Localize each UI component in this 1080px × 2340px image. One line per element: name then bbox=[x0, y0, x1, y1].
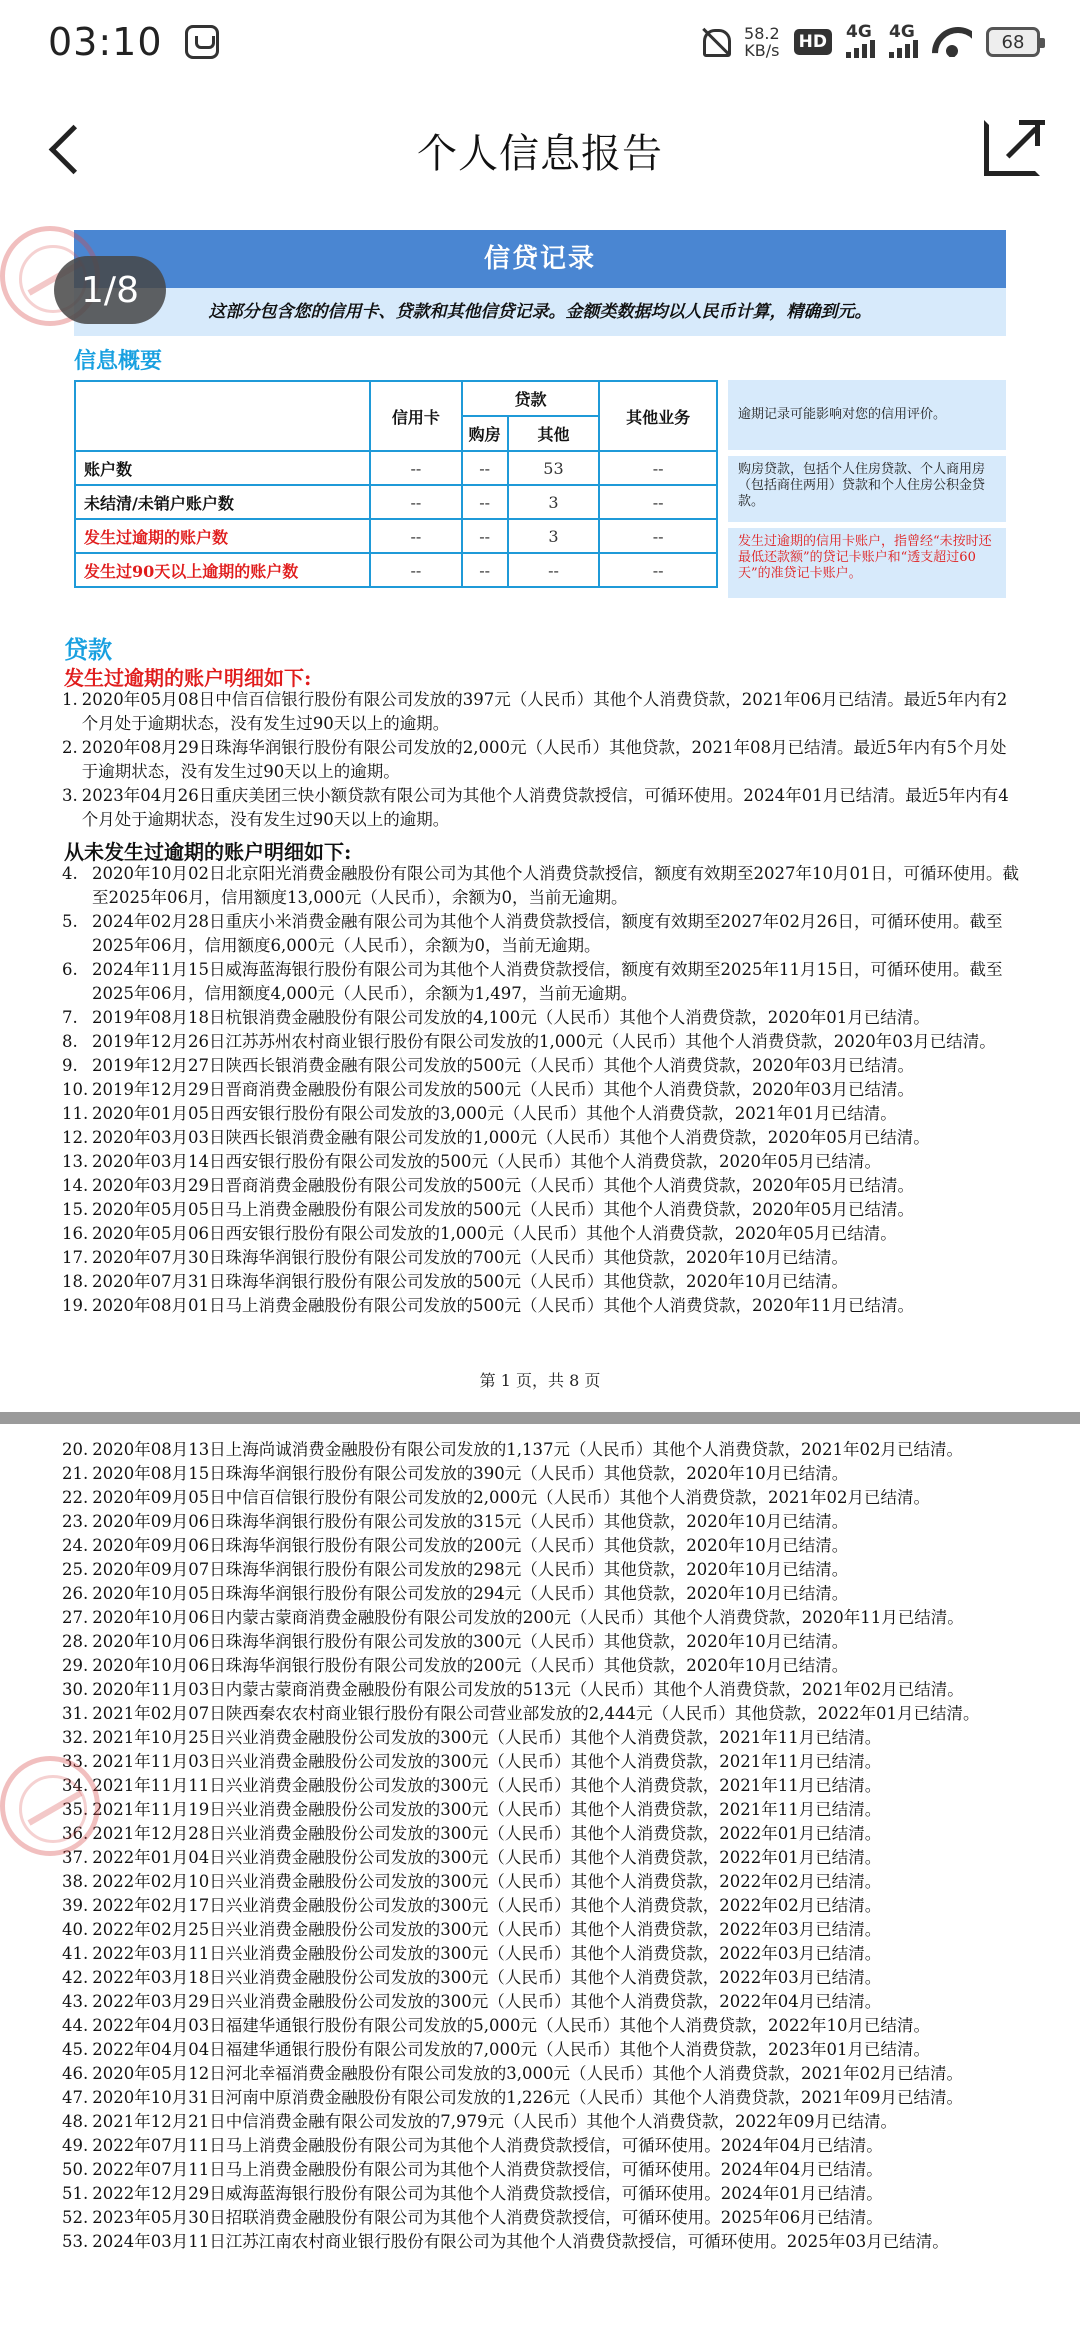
item-text: 2020年09月05日中信百信银行股份有限公司发放的2,000元（人民币）其他个人消费贷款，2021年02月已结清。 bbox=[92, 1488, 930, 1507]
cell-other: 3 bbox=[508, 485, 600, 519]
list-item bbox=[62, 2134, 1022, 2158]
item-text: 2020年08月15日珠海华润银行股份有限公司发放的390元（人民币）其他贷款，2020年10月已结清。 bbox=[92, 1464, 849, 1483]
item-number: 44. bbox=[62, 2016, 89, 2035]
item-number: 40. bbox=[62, 1920, 89, 1939]
item-text: 2019年12月27日陕西长银消费金融有限公司发放的500元（人民币）其他个人消费贷款，2020年03月已结清。 bbox=[92, 1056, 914, 1075]
list-item bbox=[62, 1078, 1022, 1102]
cell-housing: -- bbox=[462, 553, 508, 587]
item-text: 2020年10月02日北京阳光消费金融股份有限公司为其他个人消费贷款授信，额度有效期至2027年10月01日，可循环使用。截至2025年06月，信用额度13,000元（人民币），余额为0，当前无逾期。 bbox=[92, 864, 1019, 907]
cell-housing: -- bbox=[462, 485, 508, 519]
item-text: 2022年03月11日兴业消费金融股份公司发放的300元（人民币）其他个人消费贷款，2022年03月已结清。 bbox=[92, 1944, 882, 1963]
list-item bbox=[62, 1942, 1022, 1966]
item-number: 33. bbox=[62, 1752, 89, 1771]
status-time: 03:10 bbox=[48, 20, 163, 64]
item-number: 22. bbox=[62, 1488, 89, 1507]
item-number: 18. bbox=[62, 1272, 89, 1291]
item-number: 21. bbox=[62, 1464, 89, 1483]
list-item bbox=[62, 2230, 1022, 2254]
item-number: 16. bbox=[62, 1224, 89, 1243]
item-number: 39. bbox=[62, 1896, 89, 1915]
item-text: 2022年01月04日兴业消费金融股份公司发放的300元（人民币）其他个人消费贷款，2022年01月已结清。 bbox=[92, 1848, 882, 1867]
item-number: 19. bbox=[62, 1296, 89, 1315]
list-item bbox=[62, 1246, 1022, 1270]
cell-other: -- bbox=[508, 553, 600, 587]
item-number: 36. bbox=[62, 1824, 89, 1843]
overview-note-housing: 购房贷款，包括个人住房贷款、个人商用房（包括商住两用）贷款和个人住房公积金贷款。 bbox=[728, 456, 1006, 522]
header-loan: 贷款 bbox=[462, 381, 600, 416]
item-number: 47. bbox=[62, 2088, 89, 2107]
item-text: 2020年03月14日西安银行股份有限公司发放的500元（人民币）其他个人消费贷款，2020年05月已结清。 bbox=[92, 1152, 881, 1171]
item-text: 2020年05月06日西安银行股份有限公司发放的1,000元（人民币）其他个人消费贷款，2020年05月已结清。 bbox=[92, 1224, 897, 1243]
section-title: 信贷记录 bbox=[74, 230, 1006, 288]
overview-note-credit-card: 发生过逾期的信用卡账户，指曾经“未按时还最低还款额”的贷记卡账户和“透支超过60天”的准贷记卡账户。 bbox=[728, 528, 1006, 598]
item-number: 38. bbox=[62, 1872, 89, 1891]
list-item bbox=[62, 1894, 1022, 1918]
list-item bbox=[62, 1750, 1022, 1774]
network-speed-unit: KB/s bbox=[744, 41, 780, 60]
item-number: 17. bbox=[62, 1248, 89, 1267]
table-row bbox=[75, 553, 717, 587]
item-number: 32. bbox=[62, 1728, 89, 1747]
list-item bbox=[62, 1798, 1022, 1822]
overview-title: 信息概要 bbox=[74, 348, 163, 374]
item-number: 5. bbox=[62, 912, 78, 931]
item-number: 8. bbox=[62, 1032, 78, 1051]
item-text: 2020年05月12日河北幸福消费金融股份有限公司发放的3,000元（人民币）其他个人消费贷款，2021年02月已结清。 bbox=[92, 2064, 963, 2083]
item-number: 26. bbox=[62, 1584, 89, 1603]
normal-account-list bbox=[62, 862, 1022, 1318]
cell-housing: -- bbox=[462, 451, 508, 485]
row-label: 发生过逾期的账户数 bbox=[75, 519, 370, 553]
item-text: 2022年12月29日威海蓝海银行股份有限公司为其他个人消费贷款授信，可循环使用。2024年01月已结清。 bbox=[92, 2184, 883, 2203]
item-number: 3. bbox=[62, 786, 78, 805]
cell-other-business: -- bbox=[599, 519, 717, 553]
item-text: 2021年11月19日兴业消费金融股份公司发放的300元（人民币）其他个人消费贷款，2021年11月已结清。 bbox=[92, 1800, 882, 1819]
list-item bbox=[62, 958, 1022, 1006]
table-row bbox=[75, 451, 717, 485]
cell-other: 53 bbox=[508, 451, 600, 485]
list-item bbox=[62, 736, 1022, 784]
item-number: 4. bbox=[62, 864, 78, 883]
item-number: 27. bbox=[62, 1608, 89, 1627]
list-item bbox=[62, 784, 1022, 832]
header-credit-card: 信用卡 bbox=[370, 381, 462, 451]
list-item bbox=[62, 1870, 1022, 1894]
item-text: 2020年08月01日马上消费金融股份有限公司发放的500元（人民币）其他个人消费贷款，2020年11月已结清。 bbox=[92, 1296, 914, 1315]
cell-credit-card: -- bbox=[370, 485, 462, 519]
item-text: 2020年07月30日珠海华润银行股份有限公司发放的700元（人民币）其他贷款，2020年10月已结清。 bbox=[92, 1248, 848, 1267]
cell-other-business: -- bbox=[599, 485, 717, 519]
item-number: 13. bbox=[62, 1152, 89, 1171]
overdue-accounts-title: 发生过逾期的账户明细如下: bbox=[64, 666, 312, 690]
page-indicator: 1/8 bbox=[54, 256, 166, 324]
list-item bbox=[62, 862, 1022, 910]
list-item bbox=[62, 1462, 1022, 1486]
list-item bbox=[62, 1822, 1022, 1846]
item-text: 2020年08月13日上海尚诚消费金融股份有限公司发放的1,137元（人民币）其他个人消费贷款，2021年02月已结清。 bbox=[92, 1440, 963, 1459]
item-text: 2023年04月26日重庆美团三快小额贷款有限公司为其他个人消费贷款授信，可循环使用。2024年01月已结清。最近5年内有4个月处于逾期状态，没有发生过90天以上的逾期。 bbox=[81, 786, 1009, 829]
item-number: 52. bbox=[62, 2208, 89, 2227]
item-text: 2022年02月10日兴业消费金融股份公司发放的300元（人民币）其他个人消费贷款，2022年02月已结清。 bbox=[92, 1872, 882, 1891]
app-notification-icon bbox=[185, 25, 219, 59]
hd-voice-icon: HD bbox=[794, 29, 832, 55]
item-text: 2022年03月18日兴业消费金融股份公司发放的300元（人民币）其他个人消费贷款，2022年03月已结清。 bbox=[92, 1968, 882, 1987]
item-text: 2019年12月29日晋商消费金融股份有限公司发放的500元（人民币）其他个人消费贷款，2020年03月已结清。 bbox=[92, 1080, 914, 1099]
list-item bbox=[62, 1222, 1022, 1246]
list-item bbox=[62, 1150, 1022, 1174]
list-item bbox=[62, 910, 1022, 958]
signal-icon-2 bbox=[889, 22, 918, 58]
list-item bbox=[62, 1702, 1022, 1726]
watermark-seal-icon bbox=[0, 1756, 100, 1856]
item-text: 2020年09月06日珠海华润银行股份有限公司发放的200元（人民币）其他贷款，2020年10月已结清。 bbox=[92, 1536, 849, 1555]
list-item bbox=[62, 1630, 1022, 1654]
item-text: 2020年09月07日珠海华润银行股份有限公司发放的298元（人民币）其他贷款，2020年10月已结清。 bbox=[92, 1560, 849, 1579]
list-item bbox=[62, 1006, 1022, 1030]
list-item bbox=[62, 1558, 1022, 1582]
item-number: 30. bbox=[62, 1680, 89, 1699]
item-text: 2022年03月29日兴业消费金融股份公司发放的300元（人民币）其他个人消费贷款，2022年04月已结清。 bbox=[92, 1992, 882, 2011]
list-item bbox=[62, 1654, 1022, 1678]
item-number: 15. bbox=[62, 1200, 89, 1219]
item-text: 2020年10月06日内蒙古蒙商消费金融股份有限公司发放的200元（人民币）其他个人消费贷款，2020年11月已结清。 bbox=[92, 1608, 964, 1627]
item-text: 2020年10月06日珠海华润银行股份有限公司发放的200元（人民币）其他贷款，2020年10月已结清。 bbox=[92, 1656, 849, 1675]
item-text: 2023年05月30日招联消费金融股份有限公司为其他个人消费贷款授信，可循环使用。2025年06月已结清。 bbox=[92, 2208, 883, 2227]
network-speed-value: 58.2 bbox=[744, 24, 780, 43]
list-item bbox=[62, 2014, 1022, 2038]
page2-account-list bbox=[62, 1438, 1022, 2254]
network-type-label: 4G bbox=[846, 22, 872, 42]
item-number: 25. bbox=[62, 1560, 89, 1579]
item-number: 20. bbox=[62, 1440, 89, 1459]
overview-header-blank bbox=[75, 381, 370, 451]
item-number: 46. bbox=[62, 2064, 89, 2083]
cell-other-business: -- bbox=[599, 553, 717, 587]
item-text: 2021年12月28日兴业消费金融股份公司发放的300元（人民币）其他个人消费贷款，2022年01月已结清。 bbox=[92, 1824, 882, 1843]
item-number: 14. bbox=[62, 1176, 89, 1195]
item-text: 2020年10月05日珠海华润银行股份有限公司发放的294元（人民币）其他贷款，2020年10月已结清。 bbox=[92, 1584, 849, 1603]
battery-level: 68 bbox=[1001, 31, 1025, 53]
item-text: 2020年03月03日陕西长银消费金融有限公司发放的1,000元（人民币）其他个人消费贷款，2020年05月已结清。 bbox=[92, 1128, 930, 1147]
cell-credit-card: -- bbox=[370, 519, 462, 553]
header-other: 其他 bbox=[508, 416, 600, 451]
item-number: 42. bbox=[62, 1968, 89, 1987]
item-number: 28. bbox=[62, 1632, 89, 1651]
wifi-icon bbox=[932, 27, 972, 57]
item-number: 9. bbox=[62, 1056, 78, 1075]
row-label: 未结清/未销户账户数 bbox=[75, 485, 370, 519]
item-number: 50. bbox=[62, 2160, 89, 2179]
list-item bbox=[62, 1198, 1022, 1222]
item-number: 23. bbox=[62, 1512, 89, 1531]
item-number: 31. bbox=[62, 1704, 89, 1723]
list-item bbox=[62, 1126, 1022, 1150]
item-text: 2022年07月11日马上消费金融股份有限公司为其他个人消费贷款授信，可循环使用。2024年04月已结清。 bbox=[92, 2136, 883, 2155]
report-page-2 bbox=[0, 1424, 1080, 2340]
list-item bbox=[62, 1846, 1022, 1870]
item-text: 2020年01月05日西安银行股份有限公司发放的3,000元（人民币）其他个人消费贷款，2021年01月已结清。 bbox=[92, 1104, 897, 1123]
table-row bbox=[75, 485, 717, 519]
item-number: 1. bbox=[62, 690, 78, 709]
item-number: 12. bbox=[62, 1128, 89, 1147]
header-other-business: 其他业务 bbox=[599, 381, 717, 451]
list-item bbox=[62, 1438, 1022, 1462]
list-item bbox=[62, 1030, 1022, 1054]
item-number: 43. bbox=[62, 1992, 89, 2011]
list-item bbox=[62, 1486, 1022, 1510]
section-subtitle: 这部分包含您的信用卡、贷款和其他信贷记录。金额类数据均以人民币计算，精确到元。 bbox=[74, 288, 1006, 336]
item-number: 37. bbox=[62, 1848, 89, 1867]
item-number: 53. bbox=[62, 2232, 89, 2251]
page-footer: 第 1 页，共 8 页 bbox=[479, 1371, 601, 1390]
list-item bbox=[62, 2110, 1022, 2134]
item-text: 2022年02月25日兴业消费金融股份公司发放的300元（人民币）其他个人消费贷款，2022年03月已结清。 bbox=[92, 1920, 882, 1939]
list-item bbox=[62, 2038, 1022, 2062]
normal-accounts-title: 从未发生过逾期的账户明细如下: bbox=[64, 840, 352, 864]
item-number: 6. bbox=[62, 960, 78, 979]
cell-housing: -- bbox=[462, 519, 508, 553]
item-number: 48. bbox=[62, 2112, 89, 2131]
header-housing: 购房 bbox=[462, 416, 508, 451]
item-text: 2022年02月17日兴业消费金融股份公司发放的300元（人民币）其他个人消费贷款，2022年02月已结清。 bbox=[92, 1896, 882, 1915]
cell-credit-card: -- bbox=[370, 553, 462, 587]
item-text: 2020年08月29日珠海华润银行股份有限公司发放的2,000元（人民币）其他贷款，2021年08月已结清。最近5年内有5个月处于逾期状态，没有发生过90天以上的逾期。 bbox=[81, 738, 1007, 781]
list-item bbox=[62, 1102, 1022, 1126]
list-item bbox=[62, 1510, 1022, 1534]
list-item bbox=[62, 1174, 1022, 1198]
list-item bbox=[62, 1270, 1022, 1294]
nav-bar bbox=[0, 84, 1080, 214]
item-number: 29. bbox=[62, 1656, 89, 1675]
item-text: 2020年09月06日珠海华润银行股份有限公司发放的315元（人民币）其他贷款，2020年10月已结清。 bbox=[92, 1512, 849, 1531]
item-number: 34. bbox=[62, 1776, 89, 1795]
list-item bbox=[62, 2062, 1022, 2086]
item-text: 2022年07月11日马上消费金融股份有限公司为其他个人消费贷款授信，可循环使用。2024年04月已结清。 bbox=[92, 2160, 883, 2179]
signal-icon-1 bbox=[846, 22, 875, 58]
item-number: 11. bbox=[62, 1104, 89, 1123]
network-type-label: 4G bbox=[889, 22, 915, 42]
mute-bell-icon bbox=[700, 25, 730, 59]
cell-credit-card: -- bbox=[370, 451, 462, 485]
list-item bbox=[62, 1726, 1022, 1750]
cell-other-business: -- bbox=[599, 451, 717, 485]
battery-icon bbox=[986, 27, 1040, 57]
item-text: 2024年11月15日威海蓝海银行股份有限公司为其他个人消费贷款授信，额度有效期至2025年11月15日，可循环使用。截至2025年06月，信用额度4,000元（人民币），余额为1,497，当前无逾期。 bbox=[92, 960, 1003, 1003]
item-number: 51. bbox=[62, 2184, 89, 2203]
item-text: 2021年11月03日兴业消费金融股份公司发放的300元（人民币）其他个人消费贷款，2021年11月已结清。 bbox=[92, 1752, 882, 1771]
item-text: 2024年03月11日江苏江南农村商业银行股份有限公司为其他个人消费贷款授信，可循环使用。2025年03月已结清。 bbox=[92, 2232, 949, 2251]
item-number: 24. bbox=[62, 1536, 89, 1555]
item-number: 49. bbox=[62, 2136, 89, 2155]
network-speed bbox=[744, 25, 780, 59]
overdue-account-list bbox=[62, 688, 1022, 832]
item-text: 2020年11月03日内蒙古蒙商消费金融股份有限公司发放的513元（人民币）其他个人消费贷款，2021年02月已结清。 bbox=[92, 1680, 964, 1699]
list-item bbox=[62, 1534, 1022, 1558]
list-item bbox=[62, 1966, 1022, 1990]
item-text: 2021年10月25日兴业消费金融股份公司发放的300元（人民币）其他个人消费贷款，2021年11月已结清。 bbox=[92, 1728, 882, 1747]
item-text: 2019年12月26日江苏苏州农村商业银行股份有限公司发放的1,000元（人民币）其他个人消费贷款，2020年03月已结清。 bbox=[92, 1032, 996, 1051]
item-number: 41. bbox=[62, 1944, 89, 1963]
list-item bbox=[62, 2182, 1022, 2206]
item-text: 2020年07月31日珠海华润银行股份有限公司发放的500元（人民币）其他贷款，2020年10月已结清。 bbox=[92, 1272, 848, 1291]
item-text: 2020年10月31日河南中原消费金融股份有限公司发放的1,226元（人民币）其他个人消费贷款，2021年09月已结清。 bbox=[92, 2088, 963, 2107]
item-text: 2022年04月03日福建华通银行股份有限公司发放的5,000元（人民币）其他个人消费贷款，2022年10月已结清。 bbox=[92, 2016, 930, 2035]
status-bar bbox=[0, 0, 1080, 84]
list-item bbox=[62, 1990, 1022, 2014]
item-text: 2020年05月08日中信百信银行股份有限公司发放的397元（人民币）其他个人消费贷款，2021年06月已结清。最近5年内有2个月处于逾期状态，没有发生过90天以上的逾期。 bbox=[81, 690, 1008, 733]
list-item bbox=[62, 688, 1022, 736]
loans-title: 贷款 bbox=[64, 635, 112, 664]
list-item bbox=[62, 1582, 1022, 1606]
list-item bbox=[62, 1606, 1022, 1630]
row-label: 发生过90天以上逾期的账户数 bbox=[75, 553, 370, 587]
list-item bbox=[62, 1678, 1022, 1702]
list-item bbox=[62, 1918, 1022, 1942]
report-page-1 bbox=[0, 214, 1080, 1412]
cell-other: 3 bbox=[508, 519, 600, 553]
row-label: 账户数 bbox=[75, 451, 370, 485]
list-item bbox=[62, 2086, 1022, 2110]
item-text: 2019年08月18日杭银消费金融股份有限公司发放的4,100元（人民币）其他个人消费贷款，2020年01月已结清。 bbox=[92, 1008, 930, 1027]
item-number: 10. bbox=[62, 1080, 89, 1099]
item-text: 2024年02月28日重庆小米消费金融有限公司为其他个人消费贷款授信，额度有效期至2027年02月26日，可循环使用。截至2025年06月，信用额度6,000元（人民币），余额为0，当前无逾期。 bbox=[92, 912, 1003, 955]
item-text: 2021年02月07日陕西秦农农村商业银行股份有限公司营业部发放的2,444元（人民币）其他贷款，2022年01月已结清。 bbox=[92, 1704, 980, 1723]
item-text: 2020年03月29日晋商消费金融股份有限公司发放的500元（人民币）其他个人消费贷款，2020年05月已结清。 bbox=[92, 1176, 914, 1195]
list-item bbox=[62, 1054, 1022, 1078]
item-text: 2020年05月05日马上消费金融股份有限公司发放的500元（人民币）其他个人消费贷款，2020年05月已结清。 bbox=[92, 1200, 914, 1219]
list-item bbox=[62, 1294, 1022, 1318]
overview-note-overdue: 逾期记录可能影响对您的信用评价。 bbox=[728, 380, 1006, 450]
item-text: 2022年04月04日福建华通银行股份有限公司发放的7,000元（人民币）其他个人消费贷款，2023年01月已结清。 bbox=[92, 2040, 930, 2059]
list-item bbox=[62, 2158, 1022, 2182]
table-row bbox=[75, 519, 717, 553]
item-text: 2020年10月06日珠海华润银行股份有限公司发放的300元（人民币）其他贷款，2020年10月已结清。 bbox=[92, 1632, 849, 1651]
item-number: 45. bbox=[62, 2040, 89, 2059]
item-number: 7. bbox=[62, 1008, 78, 1027]
item-number: 2. bbox=[62, 738, 78, 757]
item-text: 2021年11月11日兴业消费金融股份公司发放的300元（人民币）其他个人消费贷款，2021年11月已结清。 bbox=[92, 1776, 882, 1795]
page-separator bbox=[0, 1412, 1080, 1424]
item-number: 35. bbox=[62, 1800, 89, 1819]
list-item bbox=[62, 1774, 1022, 1798]
overview-table bbox=[74, 380, 718, 588]
item-text: 2021年12月21日中信消费金融有限公司发放的7,979元（人民币）其他个人消费贷款，2022年09月已结清。 bbox=[92, 2112, 897, 2131]
page-title: 个人信息报告 bbox=[417, 131, 663, 177]
list-item bbox=[62, 2206, 1022, 2230]
